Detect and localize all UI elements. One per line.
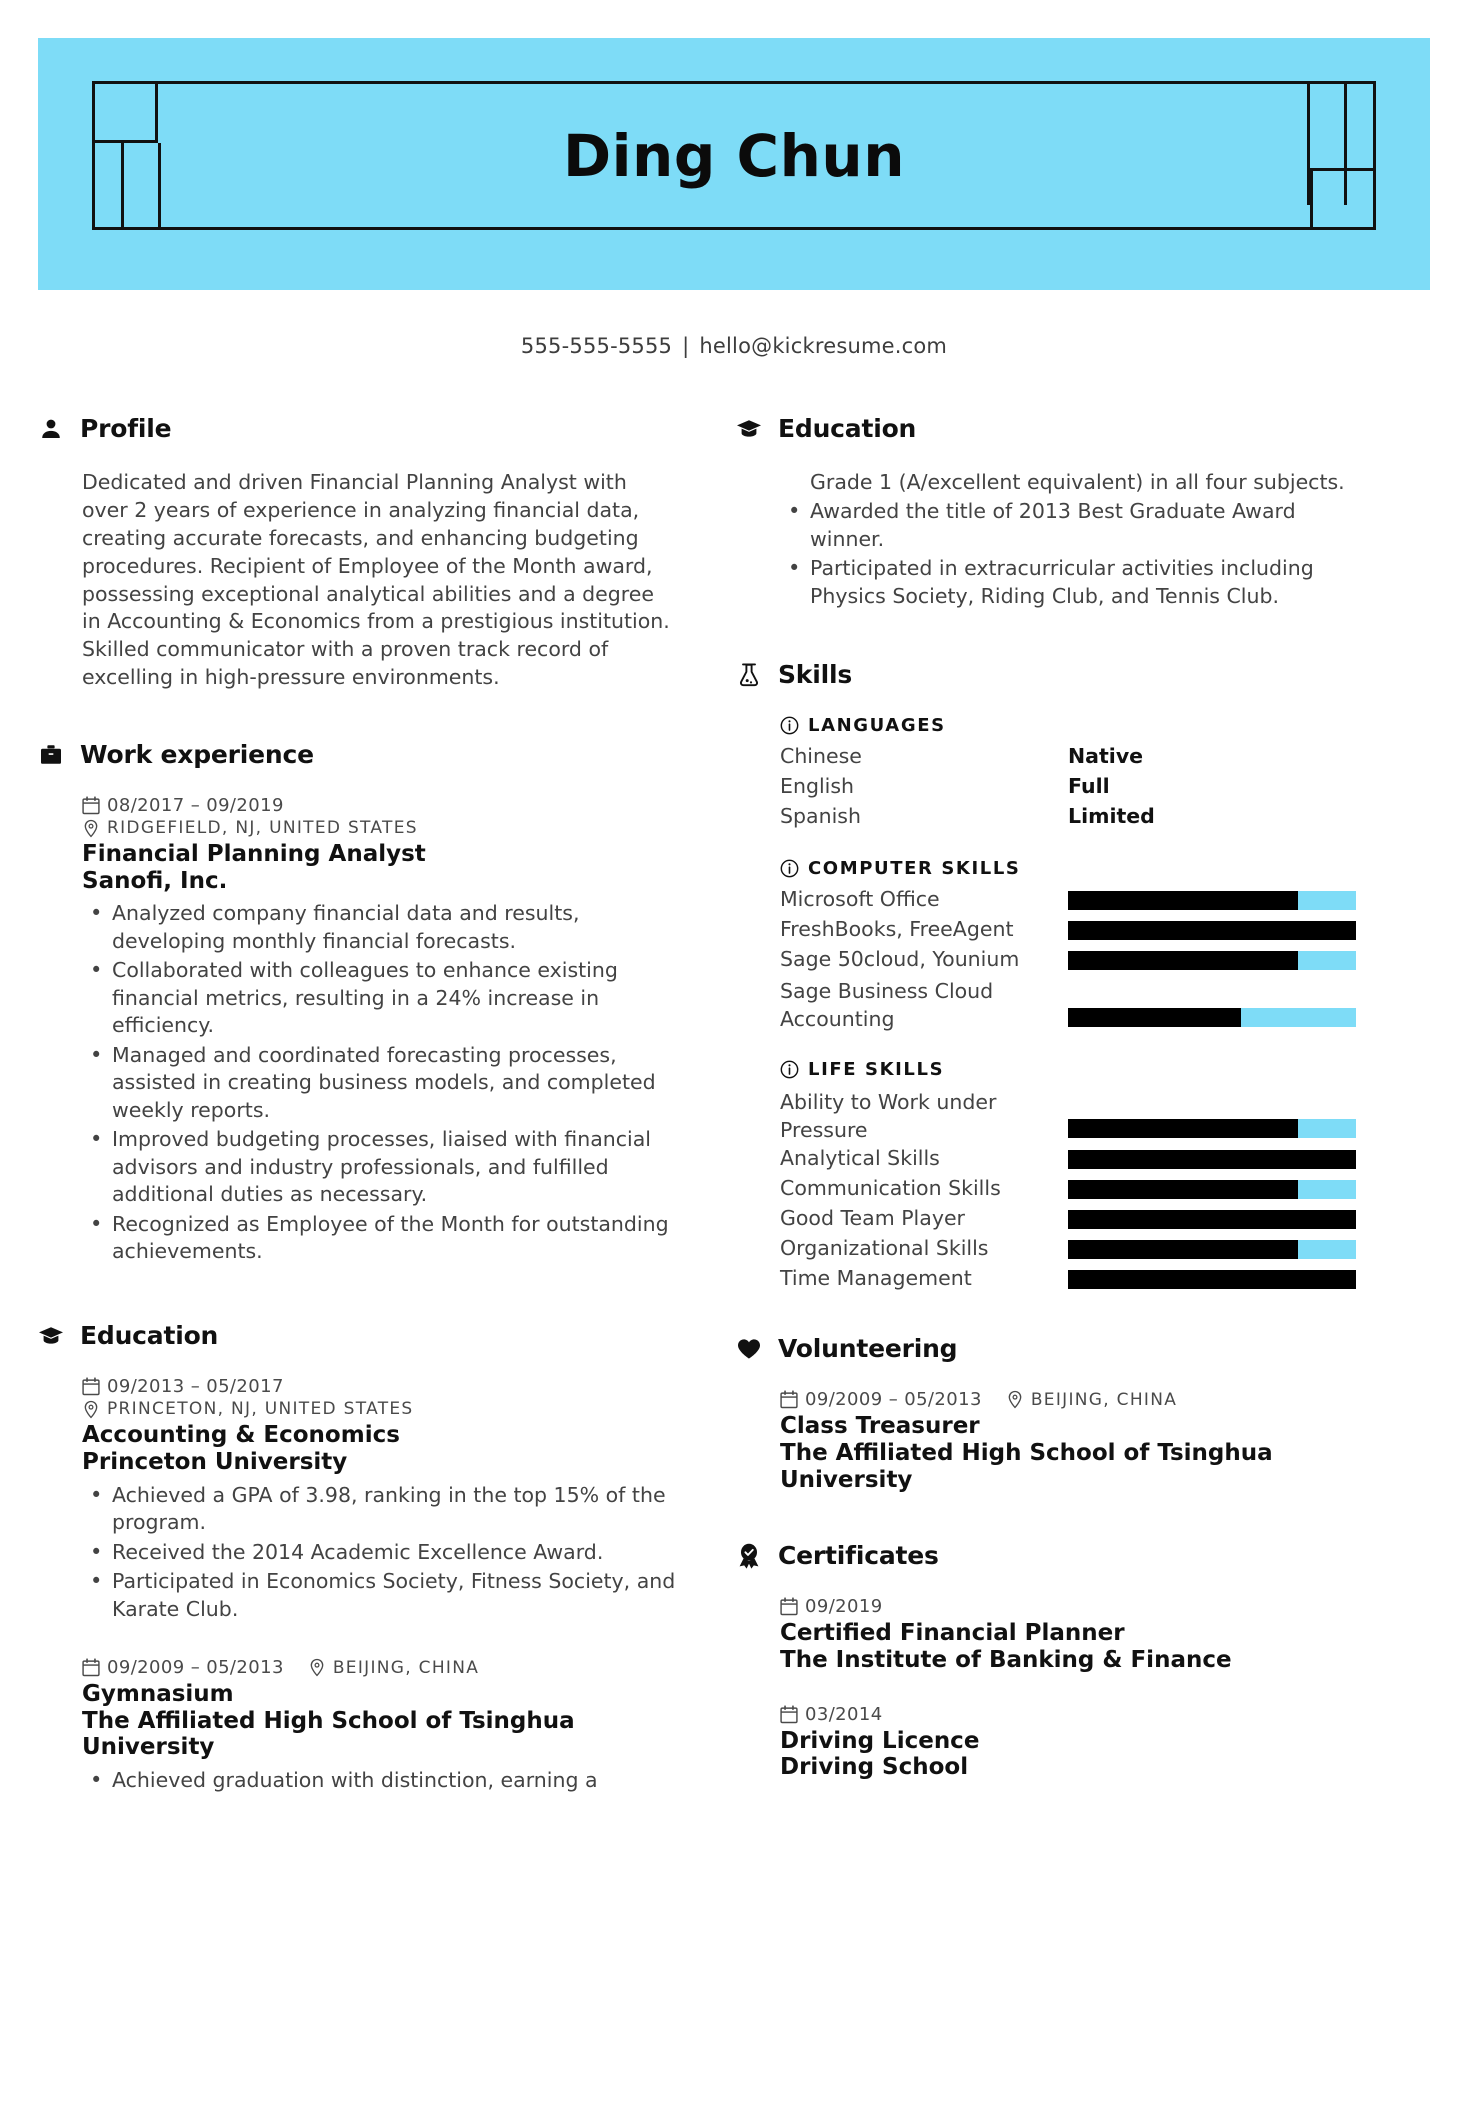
location-pin-icon [82, 819, 100, 838]
work-entry-location: RIDGEFIELD, NJ, UNITED STATES [107, 818, 418, 838]
skill-group-header [780, 1059, 1376, 1080]
education-entry [82, 1657, 678, 1794]
section-title-education-left: Education [80, 1321, 219, 1351]
skill-bar [1068, 951, 1356, 970]
skill-bar-wrap [1068, 1264, 1376, 1294]
volunteering-entry-date: 09/2009 – 05/2013 [805, 1389, 982, 1411]
skill-bar-fill [1068, 1008, 1241, 1027]
certificate-entry-title: Certified Financial Planner [780, 1620, 1125, 1647]
calendar-icon [82, 1658, 100, 1677]
list-item: • Managed and coordinated forecasting processes, assisted in creating business models, and completed weekly reports. [112, 1042, 678, 1124]
list-item: • Recognized as Employee of the Month for outstanding achievements. [112, 1211, 678, 1266]
skill-rows-life [780, 1086, 1376, 1294]
skill-bar-fill [1068, 1180, 1298, 1199]
skill-bar-wrap [1068, 1204, 1376, 1234]
education-entry-bullets [82, 1767, 678, 1794]
list-item: • Achieved graduation with distinction, earning a [112, 1767, 678, 1794]
skill-group-title: LANGUAGES [808, 715, 946, 737]
skill-row [780, 1234, 1376, 1264]
meta-date-group [780, 1596, 883, 1617]
location-pin-icon [1006, 1390, 1024, 1409]
section-certificates [736, 1541, 1376, 1781]
heart-icon [736, 1336, 762, 1362]
info-icon [780, 859, 799, 878]
skill-bar-wrap [1068, 1003, 1376, 1033]
skill-label: Sage 50cloud, Younium [780, 947, 1020, 972]
skill-group-languages [780, 715, 1376, 832]
list-item: • Achieved a GPA of 3.98, ranking in the top 15% of the program. [112, 1482, 678, 1537]
education-right-bullets [780, 469, 1376, 610]
skill-row [780, 915, 1376, 945]
skill-rows-computer [780, 885, 1376, 1033]
volunteering-entry-title: Class Treasurer [780, 1413, 980, 1440]
left-column [38, 414, 678, 1835]
education-entry-date: 09/2013 – 05/2017 [107, 1376, 284, 1398]
list-item: • Analyzed company financial data and results, developing monthly financial forecasts. [112, 900, 678, 955]
skill-label: Time Management [780, 1266, 972, 1291]
graduation-cap-icon [736, 416, 762, 442]
skill-label: Organizational Skills [780, 1236, 989, 1261]
skill-bar-fill [1068, 1119, 1298, 1138]
work-entry-date: 08/2017 – 09/2019 [107, 795, 284, 816]
calendar-icon [82, 1377, 100, 1396]
meta-location-group [1006, 1390, 1177, 1410]
skill-value: Native [1068, 744, 1144, 769]
section-body-skills [736, 715, 1376, 1294]
section-body-volunteering [736, 1389, 1376, 1493]
skill-bar [1068, 891, 1356, 910]
certificate-entry-date: 09/2019 [805, 1596, 883, 1618]
location-pin-icon [82, 1400, 100, 1419]
page-title: Ding Chun [563, 121, 905, 190]
graduation-cap-icon [38, 1323, 64, 1349]
work-entry-company: Sanofi, Inc. [82, 867, 228, 894]
section-volunteering [736, 1334, 1376, 1493]
work-entry-title: Financial Planning Analyst [82, 841, 426, 867]
section-body-education-right [736, 469, 1376, 610]
skill-bar-fill [1068, 951, 1298, 970]
meta-date-group [780, 1389, 982, 1410]
calendar-icon [780, 1705, 798, 1724]
education-entry-date: 09/2009 – 05/2013 [107, 1657, 284, 1679]
certificate-entry-title: Driving Licence [780, 1727, 980, 1754]
education-entry-school: Princeton University [82, 1449, 348, 1476]
contact-phone: 555-555-5555 [520, 334, 673, 358]
list-item: • Collaborated with colleagues to enhance existing financial metrics, resulting in a 24% increase in efficiency. [112, 957, 678, 1039]
skill-group-life [780, 1059, 1376, 1294]
certificate-entry-issuer: The Institute of Banking & Finance [780, 1647, 1232, 1674]
education-entry [82, 1376, 678, 1623]
certificate-entry-issuer: Driving School [780, 1754, 969, 1781]
meta-date-group [780, 1704, 883, 1725]
skill-label: Sage Business Cloud Accounting [780, 978, 994, 1032]
skill-row [780, 1144, 1376, 1174]
skill-bar [1068, 1180, 1356, 1199]
location-pin-icon [308, 1658, 326, 1677]
skill-bar [1068, 921, 1356, 940]
skill-label: FreshBooks, FreeAgent [780, 917, 1014, 942]
section-body-profile [38, 469, 678, 692]
skill-bar [1068, 1119, 1356, 1138]
section-title-profile: Profile [80, 414, 172, 443]
skill-bar-fill [1068, 1210, 1356, 1229]
skill-bar-fill [1068, 891, 1298, 910]
list-item: • Improved budgeting processes, liaised with financial advisors and industry professionals, and fulfilled additional duties as necessary. [112, 1126, 678, 1208]
education-entry-location: BEIJING, CHINA [332, 1657, 480, 1678]
skill-label: Ability to Work under Pressure [780, 1089, 997, 1143]
calendar-icon [780, 1390, 798, 1409]
education-entry-meta [82, 1657, 678, 1678]
education-entry-title: Accounting & Economics [82, 1422, 400, 1449]
certificate-entry [780, 1704, 1376, 1781]
volunteering-entry-meta [780, 1389, 1376, 1410]
section-skills [736, 660, 1376, 1294]
certificate-entry-meta [780, 1704, 1376, 1725]
profile-text: Dedicated and driven Financial Planning Analyst with over 2 years of experience in analyzing financial data, creating accurate forecasts, and enhancing budgeting procedures. Recipient of Employee of the Month award, possessing exceptional analytical abilities and a degree in Accounting & Economics from a prestigious institution. Skilled communicator with a proven track record of excelling in high-pressure environments. [82, 470, 670, 690]
list-item: Grade 1 (A/excellent equivalent) in all four subjects. [810, 470, 1345, 494]
section-title-skills: Skills [778, 660, 853, 690]
skill-row [780, 945, 1376, 975]
education-entry-school: The Affiliated High School of Tsinghua University [82, 1707, 575, 1761]
skill-rows-languages [780, 742, 1376, 832]
skill-label: Microsoft Office [780, 887, 940, 912]
skill-bar-wrap [1068, 1144, 1376, 1174]
skill-label: English [780, 774, 855, 799]
list-item: • Participated in Economics Society, Fitness Society, and Karate Club. [112, 1568, 678, 1623]
meta-location-group [82, 1399, 414, 1419]
skill-bar-wrap [1068, 1174, 1376, 1204]
skill-bar [1068, 1008, 1356, 1027]
work-entry-meta [82, 795, 678, 816]
user-icon [38, 416, 64, 442]
skill-row [780, 1174, 1376, 1204]
list-item: • Awarded the title of 2013 Best Graduate Award winner. [810, 498, 1376, 553]
briefcase-icon [38, 742, 64, 768]
skill-bar-wrap [1068, 1114, 1376, 1144]
section-title-work: Work experience [80, 740, 314, 769]
contact-email[interactable]: hello@kickresume.com [699, 334, 948, 358]
contact-line [0, 334, 1468, 358]
list-item: • Received the 2014 Academic Excellence Award. [112, 1539, 678, 1566]
section-header-certificates [736, 1541, 1376, 1570]
education-entry-location-row [82, 1399, 678, 1419]
section-education-left [38, 1321, 678, 1794]
skill-bar [1068, 1240, 1356, 1259]
certificate-entry [780, 1596, 1376, 1673]
skill-row [780, 802, 1376, 832]
skill-row [780, 975, 1376, 1033]
skill-group-header [780, 858, 1376, 879]
meta-date-group [82, 1657, 284, 1678]
volunteering-entry-location: BEIJING, CHINA [1030, 1389, 1178, 1410]
info-icon [780, 1060, 799, 1079]
skill-bar-fill [1068, 921, 1356, 940]
work-entry-bullets [82, 900, 678, 1265]
skill-value: Full [1068, 774, 1110, 799]
certificate-entry-meta [780, 1596, 1376, 1617]
volunteering-entry [780, 1389, 1376, 1493]
skill-row [780, 1204, 1376, 1234]
list-item: • Participated in extracurricular activities including Physics Society, Riding Club, and Tennis Club. [810, 555, 1376, 610]
work-entry-location-row [82, 818, 678, 838]
work-entry [82, 795, 678, 1265]
skill-row [780, 1264, 1376, 1294]
skill-group-header [780, 715, 1376, 736]
section-header-work [38, 740, 678, 769]
meta-date-group [82, 795, 284, 816]
calendar-icon [82, 796, 100, 815]
skill-bar-fill [1068, 1240, 1298, 1259]
skill-label: Communication Skills [780, 1176, 1001, 1201]
skill-label: Chinese [780, 744, 862, 769]
section-header-volunteering [736, 1334, 1376, 1363]
skill-bar [1068, 1150, 1356, 1169]
content-columns [38, 414, 1430, 1835]
section-profile [38, 414, 678, 692]
header-decorative-frame [92, 81, 1376, 230]
skill-bar [1068, 1270, 1356, 1289]
meta-date-group [82, 1376, 284, 1397]
skill-row [780, 742, 1376, 772]
section-title-certificates: Certificates [778, 1541, 939, 1571]
meta-location-group [308, 1658, 479, 1678]
skill-row [780, 885, 1376, 915]
section-header-profile [38, 414, 678, 443]
skill-group-title: LIFE SKILLS [808, 1059, 945, 1081]
section-title-education-right: Education [778, 414, 917, 443]
certificate-entry-date: 03/2014 [805, 1703, 883, 1725]
section-body-work [38, 795, 678, 1265]
skill-label: Good Team Player [780, 1206, 965, 1231]
skill-bar-wrap [1068, 885, 1376, 915]
skill-bar-wrap [1068, 915, 1376, 945]
education-entry-bullets [82, 1482, 678, 1623]
section-header-skills [736, 660, 1376, 689]
flask-icon [736, 662, 762, 688]
right-column [736, 414, 1376, 1821]
header-banner [38, 38, 1430, 290]
skill-bar-fill [1068, 1150, 1356, 1169]
skill-value: Limited [1068, 804, 1155, 829]
section-header-education-left [38, 1321, 678, 1350]
skill-row [780, 1086, 1376, 1144]
section-work-experience [38, 740, 678, 1265]
skill-group-title: COMPUTER SKILLS [808, 858, 1021, 880]
skill-group-computer [780, 858, 1376, 1033]
contact-separator: | [682, 334, 690, 358]
award-icon [736, 1543, 762, 1569]
skill-label: Spanish [780, 804, 861, 829]
skill-bar-fill [1068, 1270, 1356, 1289]
section-body-education-left [38, 1376, 678, 1794]
section-title-volunteering: Volunteering [778, 1334, 958, 1364]
info-icon [780, 716, 799, 735]
volunteering-entry-org: The Affiliated High School of Tsinghua University [780, 1440, 1273, 1493]
skill-label: Analytical Skills [780, 1146, 940, 1171]
skill-bar [1068, 1210, 1356, 1229]
skill-bar-wrap [1068, 1234, 1376, 1264]
calendar-icon [780, 1597, 798, 1616]
education-entry-title: Gymnasium [82, 1681, 234, 1708]
skill-row [780, 772, 1376, 802]
skill-bar-wrap [1068, 945, 1376, 975]
section-body-certificates [736, 1596, 1376, 1781]
meta-location-group [82, 818, 418, 838]
section-education-right [736, 414, 1376, 610]
education-entry-location: PRINCETON, NJ, UNITED STATES [107, 1399, 414, 1420]
education-entry-meta [82, 1376, 678, 1397]
section-header-education-right [736, 414, 1376, 443]
